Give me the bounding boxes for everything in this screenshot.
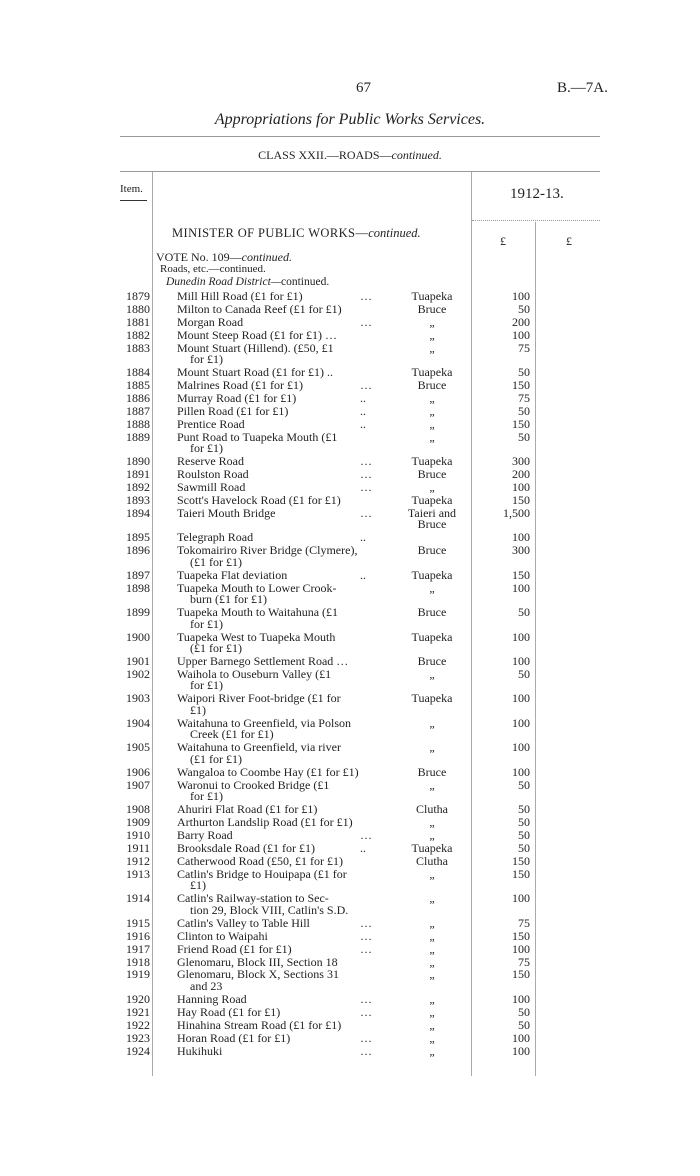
item-description: Waronui to Crooked Bridge (£1 [177,777,330,792]
item-number: 1901 [126,654,150,668]
amount-value: 300 [512,543,530,558]
amount-value: 50 [518,605,530,619]
currency-symbol-2: £ [566,234,572,248]
county-name: Clutha [416,853,448,868]
county-name: „ [429,479,435,494]
item-number: 1879 [126,289,150,303]
county-name: Tuapeka [411,365,453,380]
county-name: Bruce [417,764,447,779]
amount-value: 150 [512,492,530,507]
item-description-continued: Creek (£1 for £1) [190,727,274,742]
year-header: 1912-13. [510,186,564,202]
item-number: 1903 [126,691,150,706]
class-heading [0,148,700,163]
minister-heading [172,226,421,241]
county-name: Bruce [417,654,447,668]
item-description: Clinton to Waipahi [177,928,268,943]
amount-value: 100 [512,479,530,494]
item-number: 1896 [126,543,150,558]
amount-value: 300 [512,454,530,469]
leader-dots: .. [360,403,366,418]
item-description: Hanning Road [177,991,247,1006]
county-name: „ [429,403,435,418]
item-number: 1884 [126,365,150,380]
amount-value: 200 [512,314,530,329]
leader-dots: … [360,467,372,481]
item-description: Tuapeka Mouth to Lower Crook- [177,580,337,595]
amount-value: 75 [518,954,530,969]
item-number: 1894 [126,505,150,520]
county-name: „ [429,941,435,956]
amount-value: 50 [518,403,530,418]
item-number: 1907 [126,777,150,792]
county-name: Bruce [417,301,447,316]
item-number: 1898 [126,580,150,595]
item-number: 1910 [126,828,150,843]
year-column-rule [471,172,472,1076]
amount-value: 100 [512,941,530,956]
item-number: 1904 [126,715,150,730]
leader-dots: .. [360,530,366,545]
item-number: 1899 [126,605,150,619]
amount-value: 75 [518,915,530,930]
county-name: „ [429,828,435,843]
amount-value: 50 [518,666,530,681]
amount-value: 50 [518,802,530,817]
item-number: 1909 [126,815,150,830]
item-description-continued: £1) [190,878,206,893]
item-description: Arthurton Landslip Road (£1 for £1) [177,815,353,830]
minister-suffix: continued. [368,226,421,240]
item-number: 1889 [126,429,150,444]
item-description-continued: burn (£1 for £1) [190,592,267,607]
item-number: 1886 [126,390,150,405]
item-description-continued: for £1) [190,616,223,631]
item-description-continued: (£1 for £1) [190,641,242,656]
amount-value: 100 [512,327,530,342]
amount-value: 150 [512,928,530,943]
county-name: „ [429,429,435,444]
vote-suffix: continued. [241,250,292,264]
item-number: 1895 [126,530,150,545]
amount-value: 50 [518,1004,530,1019]
amount-value: 150 [512,967,530,982]
county-name: „ [429,928,435,943]
county-name: Bruce [417,605,447,619]
item-number: 1911 [126,841,150,855]
item-description-continued: for £1) [190,352,223,367]
item-number: 1917 [126,941,150,956]
item-column-rule [152,172,153,1076]
item-number: 1918 [126,954,150,969]
leader-dots: … [360,1030,372,1045]
county-name: „ [429,1030,435,1045]
item-description: Hukihuki [177,1043,223,1058]
amount-value: 50 [518,365,530,380]
county-name: „ [429,666,435,681]
amount-value: 100 [512,991,530,1006]
county-name: „ [429,390,435,405]
item-number: 1905 [126,740,150,755]
item-number: 1897 [126,567,150,582]
item-description: Upper Barnego Settlement Road … [177,654,349,668]
item-description: Friend Road (£1 for £1) [177,941,292,956]
item-number: 1914 [126,891,150,906]
item-description: Tuapeka West to Tuapeka Mouth [177,629,336,644]
item-description: Horan Road (£1 for £1) [177,1030,291,1045]
leader-dots: … [360,1004,372,1019]
county-name: Bruce [417,378,447,392]
class-suffix: continued. [391,148,442,162]
leader-dots: … [360,928,372,943]
item-description-continued: tion 29, Block VIII, Catlin's S.D. [190,902,349,917]
item-description: Punt Road to Tuapeka Mouth (£1 [177,429,338,444]
item-description: Reserve Road [177,454,244,469]
leader-dots: … [360,915,372,930]
item-description: Catlin's Railway-station to Sec- [177,891,329,906]
item-description: Hinahina Stream Road (£1 for £1) [177,1017,342,1032]
item-description: Mount Stuart (Hillend). (£50, £1 [177,340,334,355]
item-description: Waitahuna to Greenfield, via river [177,740,341,755]
amount-value: 100 [512,530,530,545]
amount-value: 50 [518,777,530,792]
county-name: „ [429,416,435,431]
item-description: Pillen Road (£1 for £1) [177,403,289,418]
county-name: „ [429,954,435,969]
item-number: 1913 [126,866,150,881]
amount-value: 100 [512,740,530,755]
item-description: Roulston Road [177,467,249,481]
item-description-continued: (£1 for £1) [190,554,242,569]
county-name: Tuapeka [411,454,453,469]
leader-dots: … [360,289,372,303]
item-description: Glenomaru, Block X, Sections 31 [177,967,339,982]
leader-dots: … [360,378,372,392]
county-name: „ [429,967,435,982]
item-number: 1923 [126,1030,150,1045]
county-name: „ [429,777,435,792]
item-description-continued: for £1) [190,441,223,456]
leader-dots: … [360,941,372,956]
leader-dots: .. [360,416,366,431]
amount-value: 1,500 [503,505,530,520]
county-name: „ [429,340,435,355]
leader-dots: .. [360,567,366,582]
leader-dots: … [360,454,372,469]
amount-value: 200 [512,467,530,481]
vote-prefix: VOTE No. 109— [156,250,242,264]
item-number: 1908 [126,802,150,817]
district-heading [166,276,329,288]
county-name: „ [429,915,435,930]
item-number: 1892 [126,479,150,494]
item-number: 1906 [126,764,150,779]
item-number: 1880 [126,301,150,316]
amount-value: 150 [512,378,530,392]
county-name: Tuapeka [411,492,453,507]
item-description: Barry Road [177,828,233,843]
leader-dots: … [360,314,372,329]
county-name: „ [429,580,435,595]
leader-dots: .. [360,841,366,855]
amount-value: 150 [512,416,530,431]
item-description: Malrines Road (£1 for £1) [177,378,303,392]
amount-value: 75 [518,390,530,405]
class-prefix: CLASS XXII.—ROADS— [258,148,392,162]
county-name: „ [429,327,435,342]
district-suffix: continued. [281,276,330,288]
county-name: Tuapeka [411,567,453,582]
amount-value: 100 [512,715,530,730]
item-number: 1920 [126,991,150,1006]
item-description-continued: for £1) [190,678,223,693]
item-description: Murray Road (£1 for £1) [177,390,297,405]
leader-dots: … [360,828,372,843]
item-number: 1922 [126,1017,150,1032]
item-description: Mount Stuart Road (£1 for £1) .. [177,365,333,380]
item-number: 1882 [126,327,150,342]
item-number: 1916 [126,928,150,943]
county-name: Bruce [417,543,447,558]
county-name: Clutha [416,802,448,817]
page-number: 67 [356,80,371,96]
item-description: Wangaloa to Coombe Hay (£1 for £1) [177,764,359,779]
item-number: 1891 [126,467,150,481]
item-number: 1924 [126,1043,150,1058]
class-rule [120,171,600,172]
item-description: Tuapeka Flat deviation [177,567,288,582]
item-number: 1887 [126,403,150,418]
amount-value: 50 [518,1017,530,1032]
item-description: Brooksdale Road (£1 for £1) [177,841,315,855]
item-description: Glenomaru, Block III, Section 18 [177,954,338,969]
item-description: Hay Road (£1 for £1) [177,1004,281,1019]
county-name: „ [429,1043,435,1058]
item-column-header: Item. [120,183,143,195]
item-description: Morgan Road [177,314,244,329]
item-number: 1885 [126,378,150,392]
item-number: 1888 [126,416,150,431]
item-description: Catlin's Valley to Table Hill [177,915,310,930]
item-description: Sawmill Road [177,479,246,494]
amount-value: 150 [512,853,530,868]
title-rule [120,136,600,137]
leader-dots: … [360,479,372,494]
minister-prefix: MINISTER OF PUBLIC WORKS— [172,226,369,240]
item-description: Scott's Havelock Road (£1 for £1) [177,492,341,507]
item-description: Tuapeka Mouth to Waitahuna (£1 [177,605,339,619]
amount-value: 100 [512,891,530,906]
amount-value: 100 [512,289,530,303]
amount-value: 100 [512,691,530,706]
item-number: 1902 [126,666,150,681]
item-number: 1915 [126,915,150,930]
county-name: „ [429,1017,435,1032]
county-name: „ [429,314,435,329]
item-description: Mill Hill Road (£1 for £1) [177,289,303,303]
county-name: Tuapeka [411,629,453,644]
item-description: Milton to Canada Reef (£1 for £1) [177,301,342,316]
item-description: Waihola to Ouseburn Valley (£1 [177,666,332,681]
county-name-continued: Bruce [417,517,447,532]
amount-value: 50 [518,301,530,316]
county-name: Taieri and [407,505,457,520]
item-number: 1921 [126,1004,150,1019]
amount-value: 100 [512,654,530,668]
item-number: 1919 [126,967,150,982]
leader-dots: … [360,991,372,1006]
item-description: Waipori River Foot-bridge (£1 for [177,691,341,706]
amount-value: 100 [512,764,530,779]
page-title: Appropriations for Public Works Services. [214,111,486,128]
roads-subheading: Roads, etc.—continued. [160,263,266,275]
item-description: Catherwood Road (£50, £1 for £1) [177,853,343,868]
amount-column-rule [535,222,536,1076]
amount-value: 50 [518,841,530,855]
item-description-continued: (£1 for £1) [190,751,242,766]
item-number: 1900 [126,629,150,644]
item-description-continued: £1) [190,702,206,717]
district-prefix: Dunedin Road District— [166,276,281,288]
item-description: Telegraph Road [177,530,254,545]
item-number: 1912 [126,853,150,868]
item-description: Prentice Road [177,416,245,431]
county-name: Tuapeka [411,691,453,706]
item-description: Ahuriri Flat Road (£1 for £1) [177,802,318,817]
item-description: Mount Steep Road (£1 for £1) … [177,327,337,342]
amount-value: 50 [518,828,530,843]
item-number: 1881 [126,314,150,329]
item-number: 1893 [126,492,150,507]
county-name: „ [429,991,435,1006]
amount-value: 50 [518,429,530,444]
county-name: Bruce [417,467,447,481]
item-number: 1890 [126,454,150,469]
leader-dots: … [360,505,372,520]
item-number: 1883 [126,340,150,355]
county-name: „ [429,866,435,881]
item-description: Catlin's Bridge to Houipapa (£1 for [177,866,347,881]
amount-value: 100 [512,580,530,595]
year-rule [472,220,600,221]
county-name: „ [429,1004,435,1019]
county-name: „ [429,891,435,906]
county-name: Tuapeka [411,841,453,855]
county-name: „ [429,740,435,755]
amount-value: 50 [518,815,530,830]
amount-value: 100 [512,1043,530,1058]
amount-value: 100 [512,629,530,644]
county-name: Tuapeka [411,289,453,303]
county-name: „ [429,815,435,830]
county-name: „ [429,715,435,730]
amount-value: 150 [512,567,530,582]
item-header-underline [120,200,147,201]
amount-value: 100 [512,1030,530,1045]
item-description-continued: and 23 [190,978,223,993]
amount-value: 150 [512,866,530,881]
leader-dots: .. [360,390,366,405]
amount-value: 75 [518,340,530,355]
item-description: Waitahuna to Greenfield, via Polson [177,715,351,730]
leader-dots: … [360,1043,372,1058]
currency-symbol-1: £ [500,234,506,248]
document-reference: B.—7A. [557,80,608,96]
item-description: Taieri Mouth Bridge [177,505,276,520]
item-description: Tokomairiro River Bridge (Clymere), [177,543,358,558]
item-description-continued: for £1) [190,789,223,804]
